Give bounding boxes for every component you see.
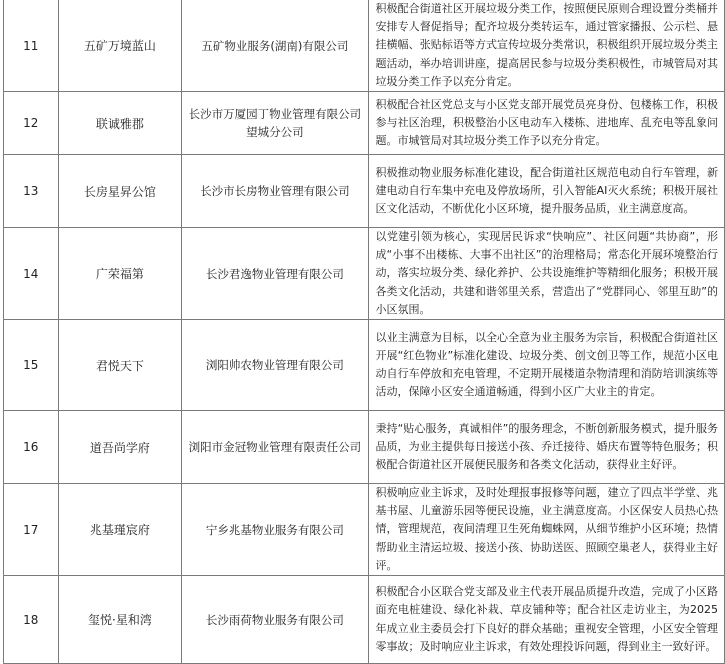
description: 积极配合社区党总支与小区党支部开展党员亮身份、包楼栋工作，积极参与社区治理，积极整治小区电动车入楼栋、进地库、乱充电等乱象问题。市城管局对其垃圾分类工作予以充分肯定。 [368, 92, 725, 155]
row-number: 16 [4, 411, 59, 484]
community-name: 君悦天下 [58, 320, 182, 411]
description: 积极配合街道社区开展垃圾分类工作，按照便民原则合理设置分类桶并安排专人督促指导；配齐垃圾分类转运车，通过管家播报、公示栏、悬挂横幅、张贴标语等方式宣传垃圾分类常识，积极组织开展垃圾分类主题活动，举办培训讲座，提高居民参与垃圾分类积极性，市城管局对其垃圾分类工作予以充分肯定。 [368, 0, 725, 92]
row-number: 18 [4, 576, 59, 664]
company-name: 长沙市万厦园丁物业管理有限公司望城分公司 [182, 92, 368, 155]
community-name: 广荣福第 [58, 228, 182, 320]
table-row [4, 576, 725, 664]
table-row [4, 92, 725, 155]
description: 秉持“贴心服务，真诚相伴”的服务理念，不断创新服务模式，提升服务品质，为业主提供每日接送小孩、乔迁接待、婚庆布置等特色服务；积极配合街道社区开展便民服务和各类文化活动，获得业主好评。 [368, 411, 725, 484]
description: 以党建引领为核心，实现居民诉求“快响应”、社区问题“共协商”，形成“小事不出楼栋、大事不出社区”的治理格局；常态化开展环境整治行动，落实垃圾分类、绿化养护、公共设施维护等精细化服务；积极开展各类文化活动，共建和谐邻里关系，营造出了“党群同心、邻里互助”的小区氛围。 [368, 228, 725, 320]
row-number: 14 [4, 228, 59, 320]
community-name: 联诚雅郡 [58, 92, 182, 155]
property-awards-table [3, 0, 725, 664]
company-name: 长沙雨荷物业服务有限公司 [182, 576, 368, 664]
description: 积极配合小区联合党支部及业主代表开展品质提升改造，完成了小区路面充电桩建设、绿化补栽、草皮铺种等；配合社区走访业主，为2025年成立业主委员会打下良好的群众基础；重视安全管理，小区安全管理零事故；及时响应业主诉求，有效处理投诉问题，得到业主一致好评。 [368, 576, 725, 664]
community-name: 玺悦·星和湾 [58, 576, 182, 664]
company-name: 浏阳市金冠物业管理有限责任公司 [182, 411, 368, 484]
community-name: 五矿万境蓝山 [58, 0, 182, 92]
table-row [4, 484, 725, 576]
company-name: 浏阳帅农物业管理有限公司 [182, 320, 368, 411]
description: 以业主满意为目标，以全心全意为业主服务为宗旨，积极配合街道社区开展“红色物业”标准化建设、垃圾分类、创文创卫等工作，规范小区电动自行车停放和充电管理，不定期开展楼道杂物清理和消防培训演练等活动，保障小区安全通道畅通，得到小区广大业主的肯定。 [368, 320, 725, 411]
row-number: 15 [4, 320, 59, 411]
community-name: 长房星昇公馆 [58, 155, 182, 228]
table-row [4, 0, 725, 92]
row-number: 11 [4, 0, 59, 92]
community-name: 兆基瑾宸府 [58, 484, 182, 576]
description: 积极推动物业服务标准化建设，配合街道社区规范电动自行车管理，新建电动自行车集中充电及停放场所，引入智能AI灭火系统；积极开展社区文化活动，不断优化小区环境，提升服务品质，业主满意度高。 [368, 155, 725, 228]
row-number: 12 [4, 92, 59, 155]
row-number: 13 [4, 155, 59, 228]
row-number: 17 [4, 484, 59, 576]
company-name: 五矿物业服务(湖南)有限公司 [182, 0, 368, 92]
table-row [4, 320, 725, 411]
community-name: 道吾尚学府 [58, 411, 182, 484]
table-row [4, 155, 725, 228]
description: 积极响应业主诉求，及时处理报事报修等问题，建立了四点半学堂、兆基书屋、儿童游乐园等便民设施，业主满意度高。小区保安人员热心热情，管理规范，夜间清理卫生死角蜘蛛网，从细节维护小区环境；热情帮助业主清运垃圾、接送小孩、协助送医、照顾空巢老人，获得业主好评。 [368, 484, 725, 576]
table-row [4, 228, 725, 320]
company-name: 宁乡兆基物业服务有限公司 [182, 484, 368, 576]
table-row [4, 411, 725, 484]
company-name: 长沙市长房物业管理有限公司 [182, 155, 368, 228]
company-name: 长沙君逸物业管理有限公司 [182, 228, 368, 320]
